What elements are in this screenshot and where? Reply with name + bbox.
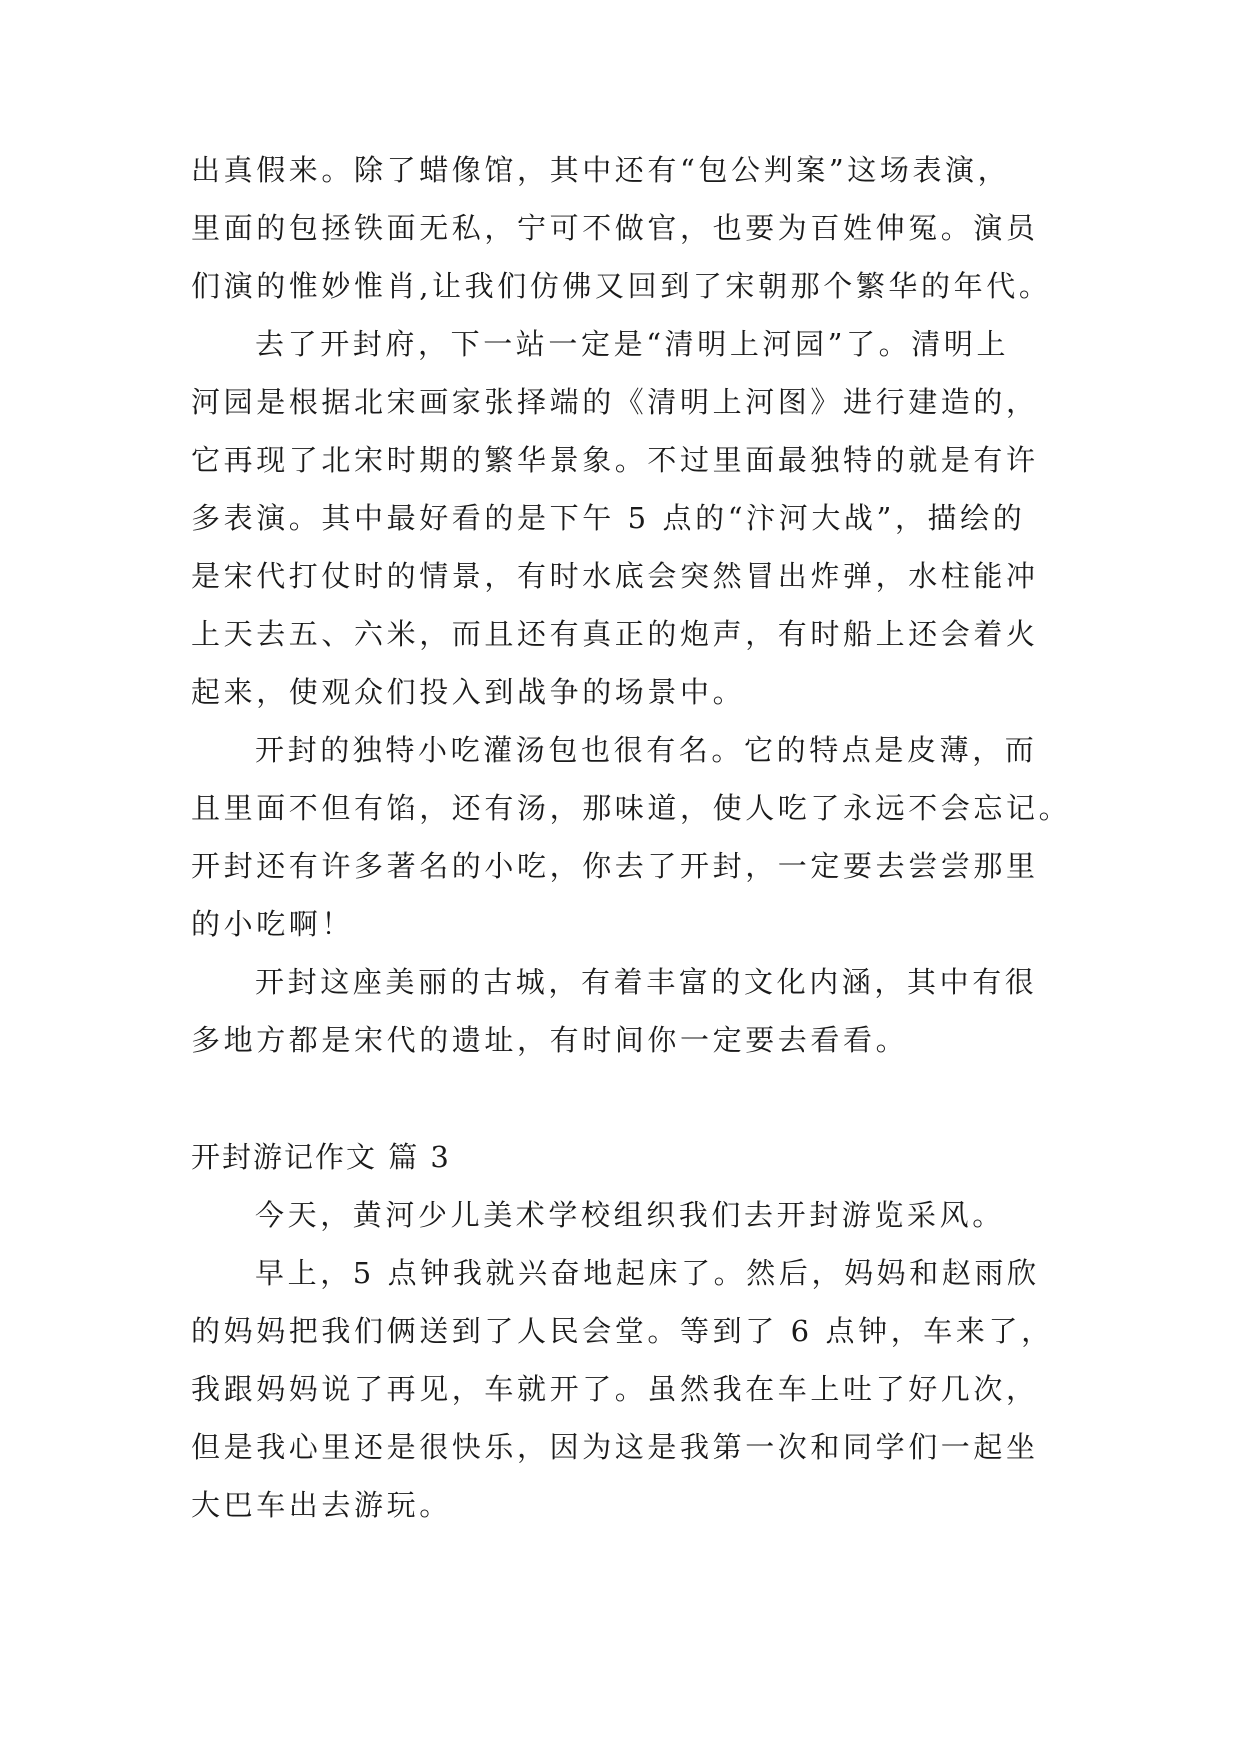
section-heading: 开封游记作文 篇 3 — [191, 1140, 451, 1174]
text-line: 里面的包拯铁面无私，宁可不做官，也要为百姓伸冤。演员 — [191, 211, 1039, 245]
paragraph-start-line: 开封的独特小吃灌汤包也很有名。它的特点是皮薄，而 — [255, 733, 1038, 767]
text-line: 但是我心里还是很快乐，因为这是我第一次和同学们一起坐 — [191, 1430, 1039, 1464]
text-line: 河园是根据北宋画家张择端的《清明上河图》进行建造的， — [191, 385, 1039, 419]
text-line: 多地方都是宋代的遗址，有时间你一定要去看看。 — [191, 1023, 909, 1057]
paragraph-start-line: 早上，5 点钟我就兴奋地起床了。然后，妈妈和赵雨欣 — [255, 1256, 1040, 1290]
text-line: 我跟妈妈说了再见，车就开了。虽然我在车上吐了好几次， — [191, 1372, 1039, 1406]
text-line: 且里面不但有馅，还有汤，那味道，使人吃了永远不会忘记。 — [191, 791, 1072, 825]
text-line: 上天去五、六米，而且还有真正的炮声，有时船上还会着火 — [191, 617, 1039, 651]
text-line: 的小吃啊！ — [191, 907, 355, 941]
text-line: 大巴车出去游玩。 — [191, 1488, 452, 1522]
text-line: 的妈妈把我们俩送到了人民会堂。等到了 6 点钟，车来了， — [191, 1314, 1054, 1348]
text-line: 出真假来。除了蜡像馆，其中还有“包公判案”这场表演， — [191, 153, 1011, 187]
paragraph-start-line: 开封这座美丽的古城，有着丰富的文化内涵，其中有很 — [255, 965, 1038, 999]
text-line: 开封还有许多著名的小吃，你去了开封，一定要去尝尝那里 — [191, 849, 1039, 883]
text-line: 们演的惟妙惟肖,让我们仿佛又回到了宋朝那个繁华的年代。 — [191, 269, 1052, 303]
paragraph-start-line: 去了开封府，下一站一定是“清明上河园”了。清明上 — [255, 327, 1010, 361]
text-line: 是宋代打仗时的情景，有时水底会突然冒出炸弹，水柱能冲 — [191, 559, 1039, 593]
text-line: 多表演。其中最好看的是下午 5 点的“汴河大战”，描绘的 — [191, 501, 1026, 535]
text-line: 起来，使观众们投入到战争的场景中。 — [191, 675, 746, 709]
text-line: 它再现了北宋时期的繁华景象。不过里面最独特的就是有许 — [191, 443, 1039, 477]
paragraph-start-line: 今天，黄河少儿美术学校组织我们去开封游览采风。 — [255, 1198, 1005, 1232]
